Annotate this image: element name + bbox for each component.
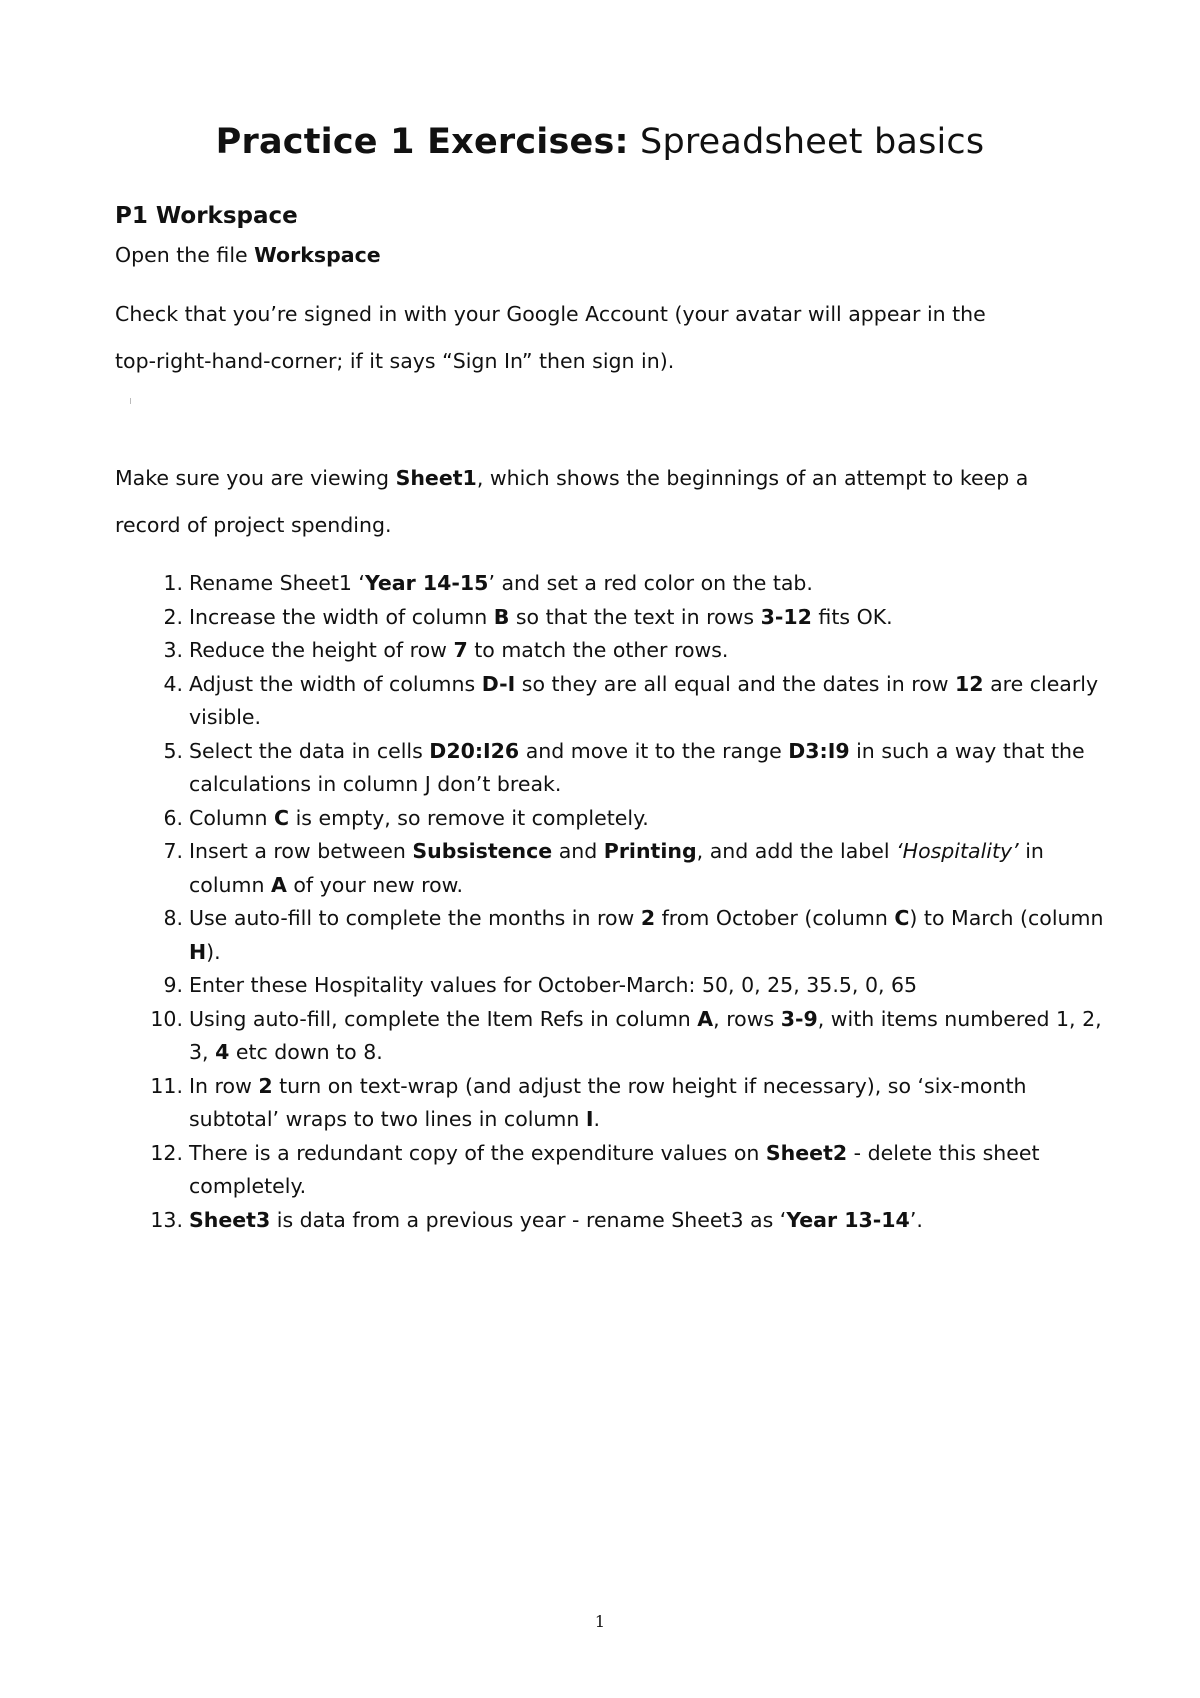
task-text: Increase the width of column	[189, 604, 494, 629]
task-text: etc down to 8.	[229, 1040, 383, 1064]
task-italic: ‘Hospitality’	[896, 839, 1019, 863]
task-item-4	[115, 668, 1115, 735]
task-bold: Subsistence	[412, 839, 553, 863]
task-number: 10.	[150, 1006, 183, 1031]
task-text: Insert a row between	[189, 839, 413, 863]
task-text: in column	[189, 839, 1044, 897]
task-bold: 7	[453, 638, 468, 662]
task-item-5	[115, 735, 1115, 802]
task-text: so that the text in rows	[509, 604, 761, 629]
task-bold: Sheet2	[765, 1140, 848, 1165]
sheet-line-suffix: , which shows the beginnings of an attempt to keep a	[476, 466, 1029, 490]
task-text: , rows	[713, 1006, 781, 1031]
task-text: are clearly visible.	[189, 671, 1099, 729]
task-bold: Year 13-14	[786, 1207, 910, 1232]
task-bold: B	[493, 604, 510, 629]
section-heading: P1 Workspace	[115, 203, 298, 229]
task-text: - delete this sheet completely.	[189, 1140, 1040, 1198]
task-text: turn on text-wrap (and adjust the row height if necessary), so ‘six-month subtotal’ wraps to two lines in column	[189, 1073, 1027, 1131]
task-item-7	[115, 835, 1115, 902]
task-bold: Year 14-15	[364, 571, 489, 595]
task-number: 12.	[150, 1140, 183, 1165]
task-bold: H	[189, 939, 207, 964]
task-bold: C	[274, 805, 290, 830]
task-text: ’ and set a red color on the tab.	[488, 571, 813, 595]
task-text: There is a redundant copy of the expenditure values on	[189, 1140, 766, 1165]
task-text: ).	[206, 939, 221, 964]
task-item-1	[115, 567, 1115, 601]
task-number: 13.	[150, 1207, 183, 1232]
title-light: Spreadsheet basics	[628, 122, 985, 162]
signin-line-1: Check that you’re signed in with your Google Account (your avatar will appear in the	[115, 302, 986, 326]
open-file-line	[115, 240, 381, 270]
task-item-10	[115, 1003, 1115, 1070]
task-bold: C	[894, 906, 910, 930]
task-text: of your new row.	[286, 872, 464, 897]
task-text: is empty, so remove it completely.	[289, 805, 649, 830]
task-bold: Sheet3	[189, 1207, 271, 1232]
task-text: is data from a previous year - rename Sheet3 as ‘	[270, 1207, 787, 1232]
task-item-9	[115, 969, 1115, 1003]
task-text: Enter these Hospitality values for October-March: 50, 0, 25, 35.5, 0, 65	[189, 973, 918, 997]
task-text: Column	[189, 805, 275, 830]
signin-line-2: top-right-hand-corner; if it says “Sign In” then sign in).	[115, 349, 675, 373]
open-file-name: Workspace	[254, 243, 381, 267]
task-number: 8.	[163, 906, 183, 930]
task-text: and move it to the range	[519, 738, 789, 763]
task-bold: D-I	[481, 671, 516, 696]
task-text: from October (column	[655, 906, 895, 930]
task-text: .	[593, 1107, 601, 1131]
task-text: Reduce the height of row	[189, 638, 454, 662]
task-bold: 12	[955, 671, 984, 696]
task-list	[115, 567, 1115, 1237]
task-text: Using auto-fill, complete the Item Refs in column	[189, 1006, 698, 1031]
task-number: 11.	[150, 1073, 183, 1098]
task-bold: D3:I9	[788, 738, 850, 763]
title-bold: Practice 1 Exercises:	[215, 122, 629, 162]
task-number: 3.	[163, 638, 183, 662]
task-number: 5.	[163, 738, 183, 763]
task-bold: 2	[640, 906, 656, 930]
task-text: to match the other rows.	[467, 638, 729, 662]
task-number: 4.	[163, 671, 183, 696]
open-file-prefix: Open the file	[115, 243, 255, 267]
sheet-line-sheet: Sheet1	[395, 466, 477, 490]
stray-mark	[130, 398, 131, 404]
task-text: so they are all equal and the dates in row	[515, 671, 956, 696]
sheet-line-prefix: Make sure you are viewing	[115, 466, 396, 490]
task-number: 1.	[163, 571, 183, 595]
task-bold: 3-9	[780, 1006, 818, 1031]
task-number: 2.	[163, 604, 183, 629]
sheet-line-2: record of project spending.	[115, 513, 392, 537]
task-text: in such a way that the calculations in column J don’t break.	[189, 738, 1085, 796]
sheet-line-1	[115, 463, 1028, 493]
task-text: Rename Sheet1 ‘	[189, 571, 365, 595]
task-item-13	[115, 1204, 1115, 1238]
task-number: 9.	[163, 973, 183, 997]
task-text: , with items numbered 1, 2, 3,	[189, 1006, 1102, 1064]
document-title	[0, 118, 1200, 166]
task-bold: 3-12	[760, 604, 812, 629]
task-item-11	[115, 1070, 1115, 1137]
task-text: In row	[189, 1073, 259, 1098]
task-text: Select the data in cells	[189, 738, 430, 763]
task-text: fits OK.	[811, 604, 893, 629]
task-item-12	[115, 1137, 1115, 1204]
task-number: 6.	[163, 805, 183, 830]
task-item-3	[115, 634, 1115, 668]
task-bold: 4	[215, 1040, 230, 1064]
task-bold: Printing	[603, 839, 697, 863]
task-text: and	[552, 839, 604, 863]
task-bold: 2	[258, 1073, 273, 1098]
task-bold: I	[585, 1107, 594, 1131]
task-text: Adjust the width of columns	[189, 671, 482, 696]
task-number: 7.	[163, 839, 183, 863]
task-item-2	[115, 601, 1115, 635]
task-bold: D20:I26	[429, 738, 520, 763]
task-item-8	[115, 902, 1115, 969]
task-bold: A	[697, 1006, 714, 1031]
task-item-6	[115, 802, 1115, 836]
task-text: Use auto-fill to complete the months in row	[189, 906, 641, 930]
task-text: ’.	[909, 1207, 923, 1232]
task-bold: A	[270, 872, 287, 897]
task-text: ) to March (column	[909, 906, 1104, 930]
task-text: , and add the label	[696, 839, 897, 863]
page-number: 1	[594, 1612, 606, 1631]
